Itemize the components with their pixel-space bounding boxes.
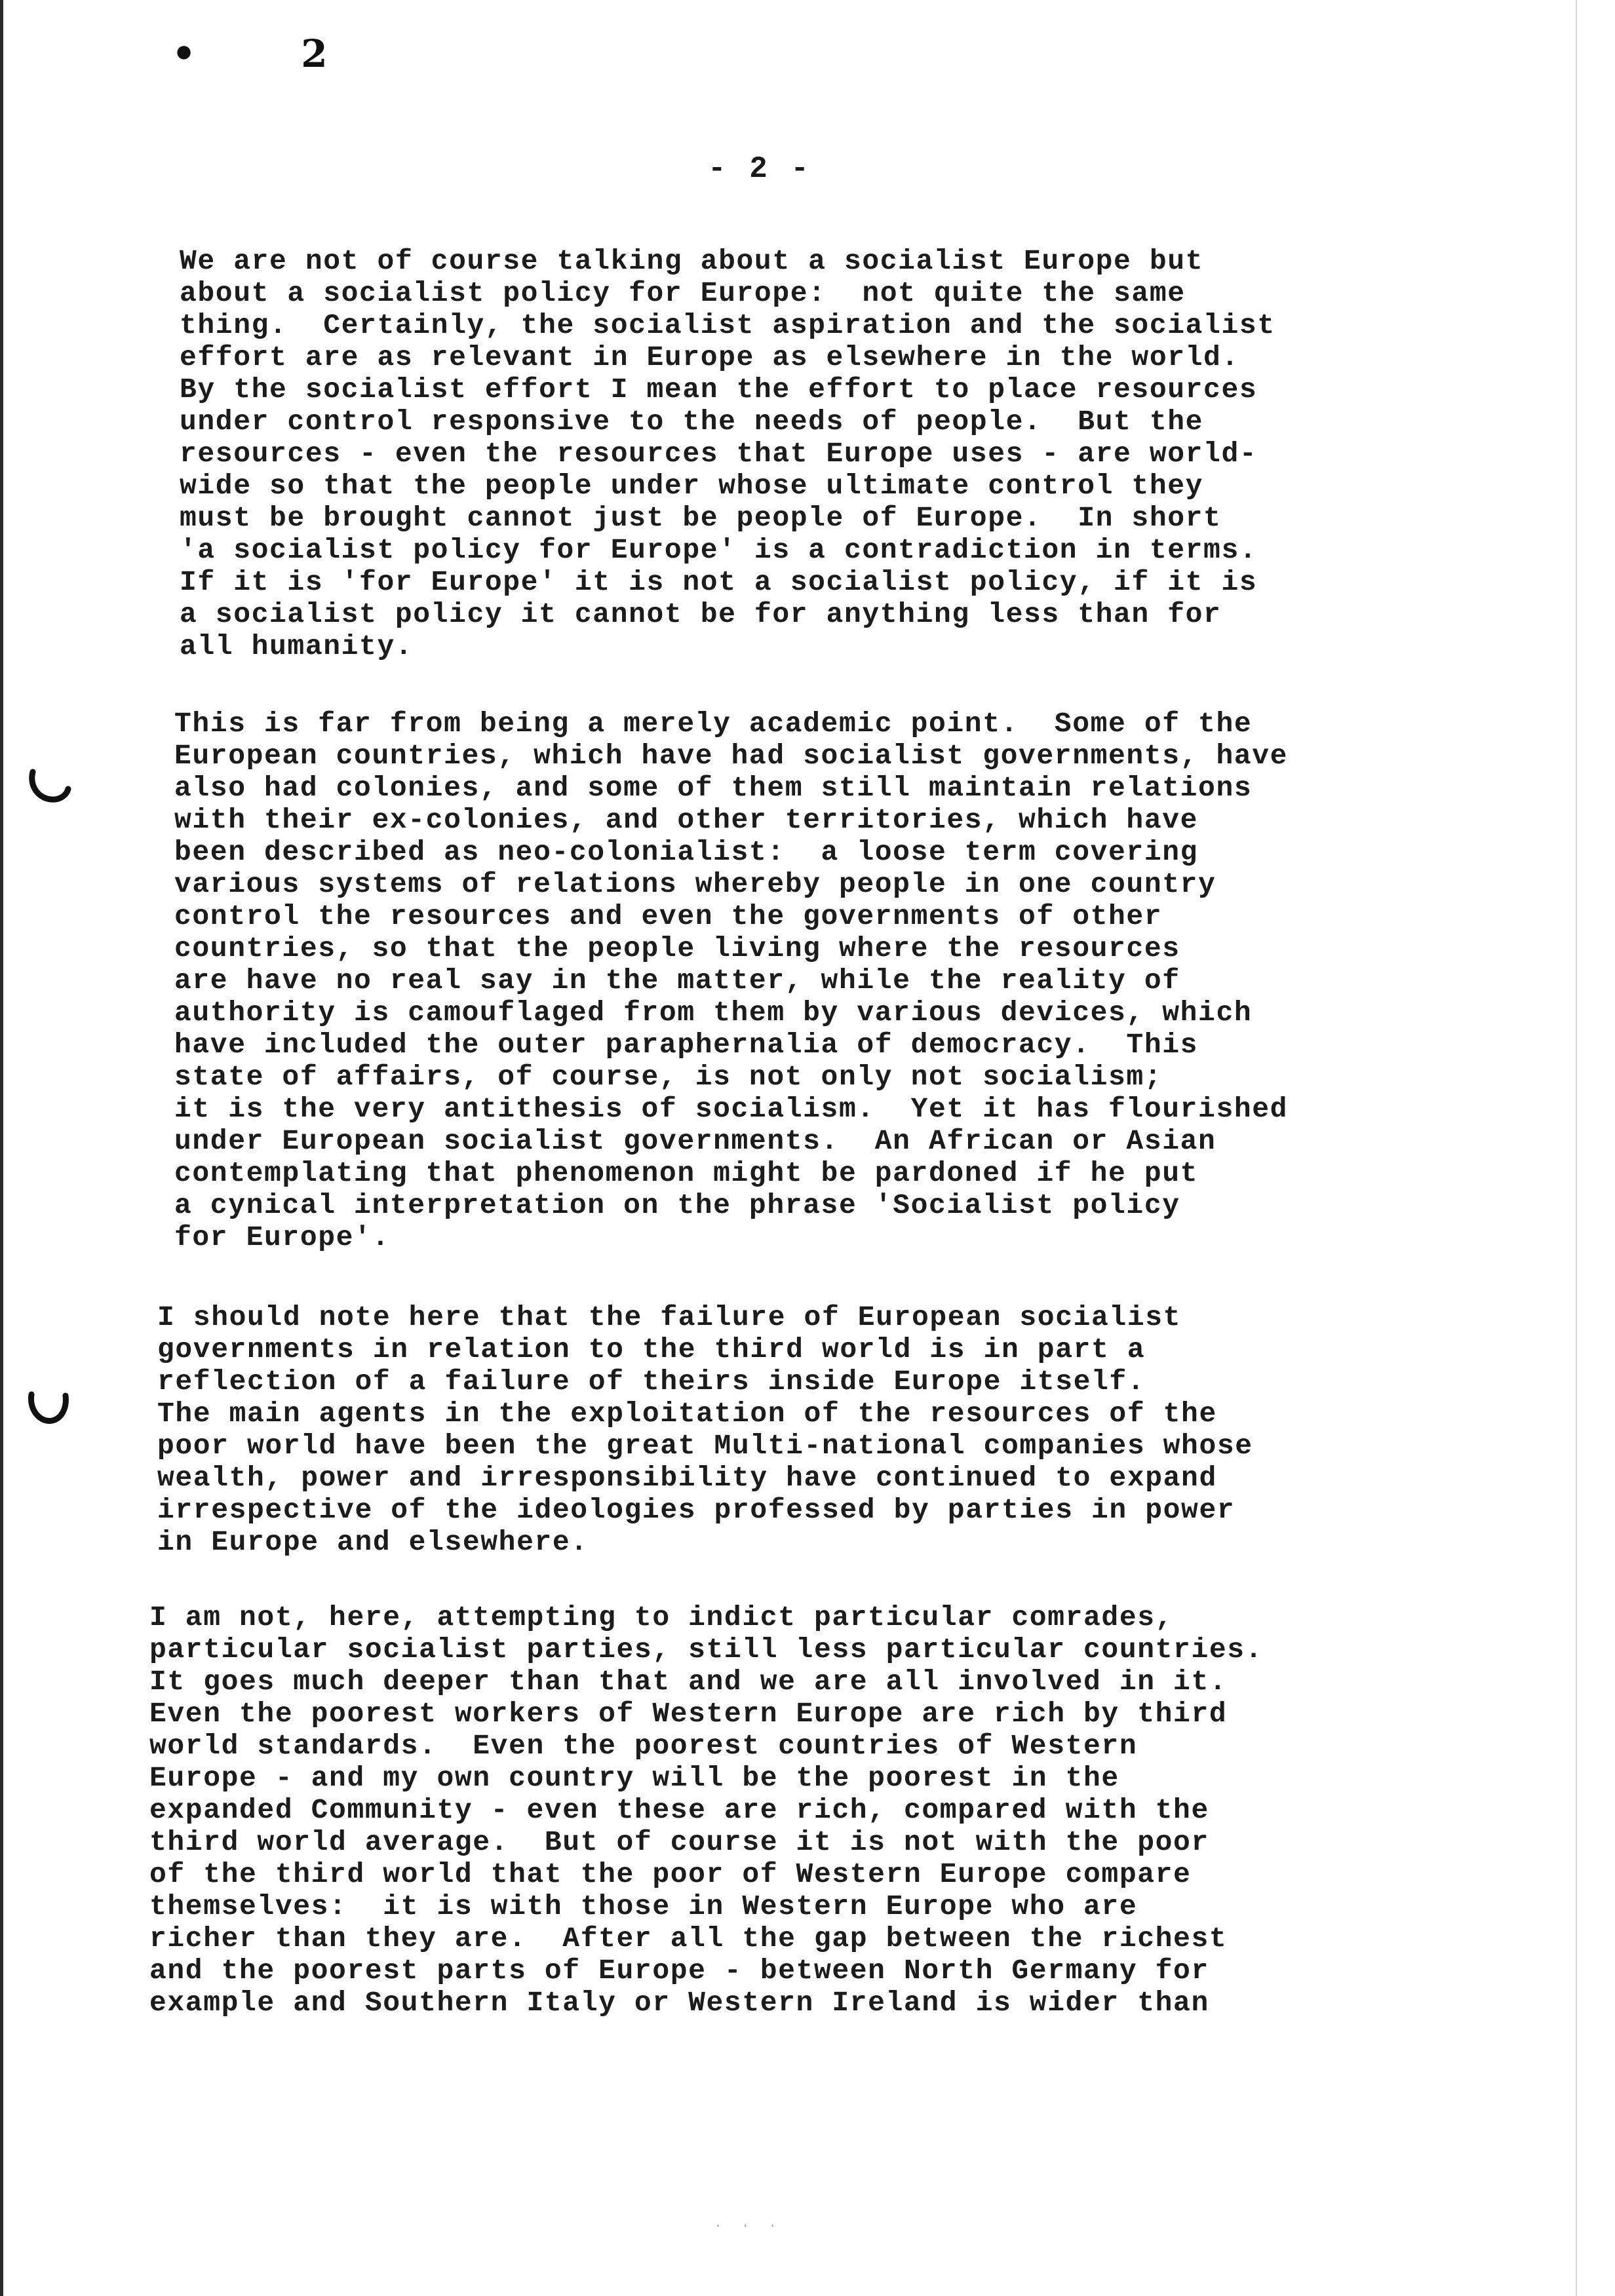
punch-hole-mark-icon [26,767,72,806]
scan-left-edge [0,0,3,2296]
footer-scan-dots: · · · [714,2220,783,2233]
corner-marks: • 2 [172,31,374,76]
scan-right-edge [1576,0,1577,2296]
punch-hole-mark-icon [26,1388,72,1427]
page-number: - 2 - [708,152,812,186]
paragraph-2: This is far from being a merely academic point. Some of the European countries, which have had socialist governments, have also had colonies, and some of them still maintain relations with their ex-colonies, and other territories, which have been described as neo-colonialist: a loose term covering various systems of relations whereby people in one country control the resources and even the governments of other countries, so that the people living where the resources are have no real say in the matter, while the reality of authority is camouflaged from them by various devices, which have included the outer paraphernalia of democracy. This state of affairs, of course, is not only not socialism; it is the very antithesis of socialism. Yet it has flourished under European socialist governments. An African or Asian contemplating that phenomenon might be pardoned if he put a cynical interpretation on the phrase 'Socialist policy for Europe'. [174,708,1289,1253]
paragraph-1: We are not of course talking about a socialist Europe but about a socialist policy for Europe: not quite the same thing. Certainly, the socialist aspiration and the socialist effort are as relevant in Europe as elsewhere in the world. By the socialist effort I mean the effort to place resources under control responsive to the needs of people. But the resources - even the resources that Europe uses - are world- wide so that the people under whose ultimate control they must be brought cannot just be people of Europe. In short 'a socialist policy for Europe' is a contradiction in terms. If it is 'for Europe' it is not a socialist policy, if it is a socialist policy it cannot be for anything less than for all humanity. [180,245,1275,662]
paragraph-4: I am not, here, attempting to indict particular comrades, particular socialist parties, still less particular countries. It goes much deeper than that and we are all involved in it. Even the poorest workers of Western Europe are rich by third world standards. Even the poorest countries of Western Europe - and my own country will be the poorest in the expanded Community - even these are rich, compared with the third world average. But of course it is not with the poor of the third world that the poor of Western Europe compare themselves: it is with those in Western Europe who are richer than they are. After all the gap between the richest and the poorest parts of Europe - between North Germany for example and Southern Italy or Western Ireland is wider than [149,1601,1264,2019]
paragraph-3: I should note here that the failure of European socialist governments in relation to the third world is in part a reflection of a failure of theirs inside Europe itself. The main agents in the exploitation of the resources of the poor world have been the great Multi-national companies whose wealth, power and irresponsibility have continued to expand irrespective of the ideologies professed by parties in power in Europe and elsewhere. [157,1301,1253,1558]
